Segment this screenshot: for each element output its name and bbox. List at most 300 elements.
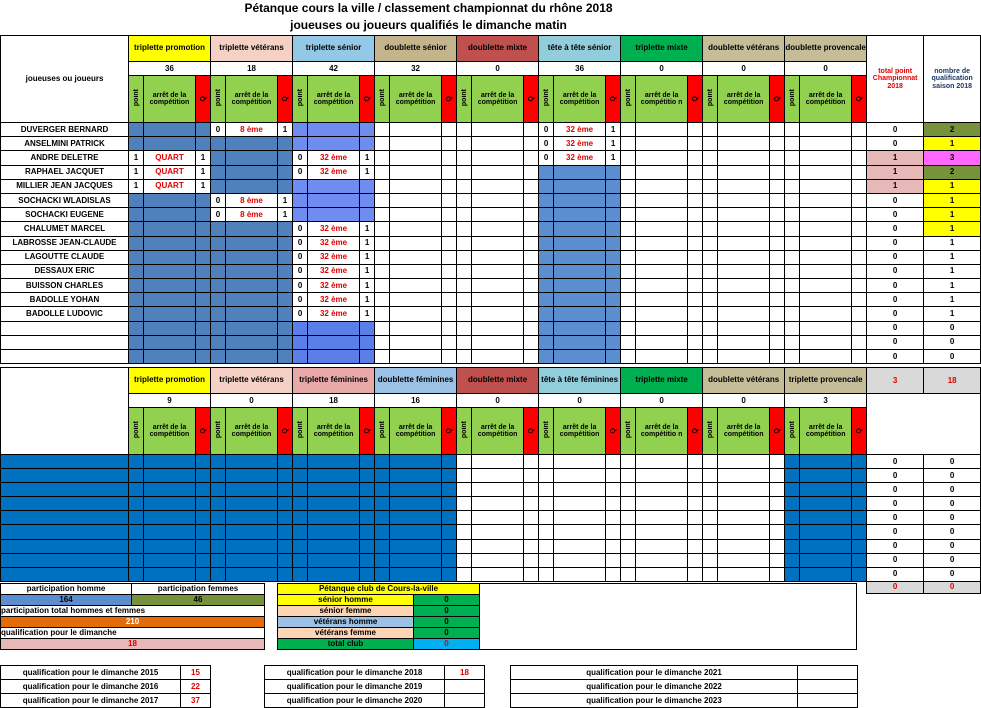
score-cell [852, 123, 867, 137]
score-cell [770, 236, 785, 250]
score-cell [211, 335, 226, 349]
player-name: LABROSSE JEAN-CLAUDE [1, 236, 129, 250]
score-cell [457, 123, 472, 137]
history-table-3 [510, 665, 858, 708]
score-cell [606, 455, 621, 469]
score-cell [375, 511, 390, 525]
score-cell [308, 511, 360, 525]
score-cell [360, 497, 375, 511]
score-cell [621, 307, 636, 321]
score-cell [606, 497, 621, 511]
score-cell [852, 350, 867, 364]
score-cell [852, 250, 867, 264]
score-cell [703, 321, 718, 335]
score-cell [211, 293, 226, 307]
score-cell [636, 151, 688, 165]
total-point: 0 [867, 455, 924, 469]
score-cell [129, 250, 144, 264]
score-cell [308, 350, 360, 364]
score-cell [688, 208, 703, 222]
total-point: 0 [867, 236, 924, 250]
category-header: tête à tête féminines [539, 368, 621, 394]
sub-arret: arrêt de la compétition [472, 408, 524, 455]
score-cell [703, 264, 718, 278]
sub-q-label: Q [773, 427, 781, 433]
score-cell [472, 483, 524, 497]
sub-q [688, 408, 703, 455]
score-cell [554, 553, 606, 567]
score-cell [703, 511, 718, 525]
score-cell [293, 469, 308, 483]
score-cell [852, 193, 867, 207]
score-cell [688, 455, 703, 469]
score-cell [360, 455, 375, 469]
sub-point [129, 408, 144, 455]
page-subtitle: joueuses ou joueurs qualifiés le dimanche matin [290, 18, 567, 32]
score-cell [226, 264, 278, 278]
category-count: 32 [375, 62, 457, 76]
sub-q [360, 408, 375, 455]
sub-point [211, 76, 226, 123]
score-cell [688, 165, 703, 179]
score-cell [196, 539, 211, 553]
score-cell [293, 511, 308, 525]
total-point: 0 [867, 264, 924, 278]
sub-arret: arrêt de la compétition [144, 76, 196, 123]
total-point: 0 [867, 567, 924, 581]
score-cell [800, 193, 852, 207]
score-cell [211, 525, 226, 539]
category-header: triplette promotion [129, 36, 211, 62]
sub-point-label: point [296, 89, 304, 107]
score-cell [703, 455, 718, 469]
score-cell [703, 193, 718, 207]
category-count: 0 [539, 394, 621, 408]
score-cell [293, 208, 308, 222]
score-cell [524, 123, 539, 137]
score-cell [554, 193, 606, 207]
score-cell [524, 483, 539, 497]
score-cell [129, 264, 144, 278]
score-cell [606, 264, 621, 278]
score-cell [196, 567, 211, 581]
score-cell [196, 123, 211, 137]
score-cell [770, 307, 785, 321]
score-cell [390, 455, 442, 469]
score-cell: 1 [360, 250, 375, 264]
score-cell [688, 525, 703, 539]
total-point: 0 [867, 208, 924, 222]
score-cell [770, 264, 785, 278]
score-cell [688, 193, 703, 207]
score-cell [621, 137, 636, 151]
score-cell [852, 335, 867, 349]
sub-q [278, 408, 293, 455]
score-cell [554, 264, 606, 278]
sub-q-label: Q [855, 427, 863, 433]
player-name: ANDRE DELETRE [1, 151, 129, 165]
sub-q-label: Q [691, 427, 699, 433]
category-count: 0 [457, 62, 539, 76]
category-header: triplette mixte [621, 368, 703, 394]
total-point: 1 [867, 151, 924, 165]
score-cell [472, 236, 524, 250]
score-cell [211, 321, 226, 335]
sub-point [375, 408, 390, 455]
score-cell [718, 250, 770, 264]
score-cell [554, 179, 606, 193]
club-row-label: total club [278, 639, 414, 650]
score-cell [293, 553, 308, 567]
score-cell [375, 350, 390, 364]
score-cell [524, 567, 539, 581]
score-cell: 32 ème [308, 165, 360, 179]
score-cell [226, 350, 278, 364]
score-cell: 32 ème [308, 293, 360, 307]
score-cell [718, 335, 770, 349]
score-cell [554, 455, 606, 469]
score-cell [390, 511, 442, 525]
score-cell: 32 ème [308, 307, 360, 321]
score-cell: 1 [360, 307, 375, 321]
history-label: qualification pour le dimanche 2021 [511, 666, 798, 680]
page-title: Pétanque cours la ville / classement championnat du rhône 2018 [244, 1, 613, 15]
score-cell [800, 469, 852, 483]
score-cell [703, 469, 718, 483]
score-cell [718, 511, 770, 525]
sub-q [360, 76, 375, 123]
score-cell [524, 335, 539, 349]
score-cell [472, 193, 524, 207]
score-cell [621, 222, 636, 236]
sub-arret: arrêt de la compétition [800, 76, 852, 123]
total-point: 0 [867, 511, 924, 525]
score-cell [472, 123, 524, 137]
score-cell [800, 236, 852, 250]
score-cell [129, 525, 144, 539]
participation-femme-label: participation femmes [132, 584, 265, 595]
score-cell [621, 279, 636, 293]
score-cell: 32 ème [308, 151, 360, 165]
score-cell [688, 222, 703, 236]
score-cell [375, 264, 390, 278]
score-cell [524, 165, 539, 179]
score-cell [621, 350, 636, 364]
score-cell [472, 567, 524, 581]
score-cell [226, 497, 278, 511]
score-cell: 1 [196, 151, 211, 165]
score-cell [718, 567, 770, 581]
nombre-qualification: 1 [924, 236, 981, 250]
score-cell: 0 [293, 279, 308, 293]
score-cell [621, 335, 636, 349]
score-cell [688, 539, 703, 553]
score-cell [800, 307, 852, 321]
score-cell [800, 567, 852, 581]
sub-q-label: Q [773, 95, 781, 101]
score-cell [226, 307, 278, 321]
score-cell [360, 193, 375, 207]
score-cell [226, 511, 278, 525]
score-cell [621, 321, 636, 335]
sub-point [539, 76, 554, 123]
category-count: 0 [703, 62, 785, 76]
sub-point-label: point [132, 421, 140, 439]
score-cell [718, 236, 770, 250]
score-cell [442, 137, 457, 151]
score-cell [606, 236, 621, 250]
sub-arret: arrêt de la compétitio n [636, 408, 688, 455]
score-cell [129, 307, 144, 321]
score-cell: 32 ème [308, 264, 360, 278]
score-cell [278, 279, 293, 293]
score-cell [524, 350, 539, 364]
sub-arret: arrêt de la compétition [390, 408, 442, 455]
score-cell: 8 ème [226, 123, 278, 137]
score-cell [457, 525, 472, 539]
score-cell [211, 539, 226, 553]
club-row-label: vétérans homme [278, 617, 414, 628]
sub-arret: arrêt de la compétition [308, 76, 360, 123]
sub-arret: arrêt de la compétition [472, 76, 524, 123]
score-cell [457, 151, 472, 165]
score-cell [606, 179, 621, 193]
player-name: SOCHACKI EUGENE [1, 208, 129, 222]
sub-point-label: point [460, 89, 468, 107]
score-cell [524, 497, 539, 511]
score-cell [144, 264, 196, 278]
score-cell [472, 264, 524, 278]
score-cell [129, 236, 144, 250]
score-cell [293, 137, 308, 151]
score-cell [770, 483, 785, 497]
score-cell: 32 ème [308, 222, 360, 236]
player-name: BADOLLE LUDOVIC [1, 307, 129, 321]
participation-femme-value: 46 [132, 595, 265, 606]
score-cell [144, 483, 196, 497]
sub-q [524, 76, 539, 123]
score-cell [554, 525, 606, 539]
score-cell [442, 151, 457, 165]
score-cell [539, 307, 554, 321]
sub-point [211, 408, 226, 455]
score-cell [718, 193, 770, 207]
nombre-qualification: 0 [924, 321, 981, 335]
score-cell: 0 [293, 264, 308, 278]
sub-point [293, 408, 308, 455]
score-cell [539, 483, 554, 497]
score-cell [718, 307, 770, 321]
score-cell [554, 350, 606, 364]
category-count: 42 [293, 62, 375, 76]
score-cell [226, 279, 278, 293]
score-cell [457, 236, 472, 250]
sub-arret: arrêt de la compétition [554, 408, 606, 455]
sub-point [785, 76, 800, 123]
score-cell [524, 250, 539, 264]
score-cell [621, 483, 636, 497]
score-cell [606, 483, 621, 497]
player-name-empty [1, 511, 129, 525]
score-cell [144, 137, 196, 151]
sub-arret: arrêt de la compétition [554, 76, 606, 123]
score-cell: 1 [360, 279, 375, 293]
score-cell [144, 321, 196, 335]
sub-q-label: Q [281, 95, 289, 101]
category-header: doublette mixte [457, 36, 539, 62]
score-cell [785, 335, 800, 349]
score-cell [524, 293, 539, 307]
score-cell [472, 208, 524, 222]
score-cell [524, 469, 539, 483]
score-cell [278, 483, 293, 497]
score-cell [688, 250, 703, 264]
score-cell [211, 264, 226, 278]
nombre-qualification: 1 [924, 307, 981, 321]
sub-point-label: point [788, 421, 796, 439]
score-cell [524, 264, 539, 278]
sub-q-label: Q [527, 95, 535, 101]
score-cell [211, 222, 226, 236]
score-cell [278, 137, 293, 151]
score-cell [852, 483, 867, 497]
qualification-value: 18 [1, 639, 265, 650]
score-cell [621, 511, 636, 525]
player-name: SOCHACKI WLADISLAS [1, 193, 129, 207]
score-cell [129, 539, 144, 553]
score-cell [457, 469, 472, 483]
score-cell: 1 [360, 264, 375, 278]
score-cell [472, 165, 524, 179]
score-cell [457, 222, 472, 236]
history-value [798, 680, 858, 694]
score-cell [293, 321, 308, 335]
score-cell [800, 208, 852, 222]
sub-point [457, 408, 472, 455]
score-cell [703, 279, 718, 293]
sub-point [457, 76, 472, 123]
score-cell [524, 208, 539, 222]
score-cell: 1 [278, 193, 293, 207]
score-cell [688, 350, 703, 364]
score-cell [852, 293, 867, 307]
score-cell: 1 [129, 165, 144, 179]
score-cell [375, 307, 390, 321]
score-cell [770, 335, 785, 349]
score-cell [554, 321, 606, 335]
score-cell [278, 539, 293, 553]
score-cell [606, 567, 621, 581]
score-cell [785, 264, 800, 278]
score-cell [688, 279, 703, 293]
score-cell [293, 455, 308, 469]
score-cell [539, 264, 554, 278]
category-header: triplette vétérans [211, 36, 293, 62]
score-cell [211, 483, 226, 497]
score-cell [144, 236, 196, 250]
sub-point-label: point [624, 89, 632, 107]
club-row-label: sénior homme [278, 595, 414, 606]
score-cell [390, 539, 442, 553]
score-cell [539, 511, 554, 525]
score-cell [442, 250, 457, 264]
score-cell [226, 567, 278, 581]
score-cell [308, 455, 360, 469]
score-cell [472, 553, 524, 567]
score-cell [442, 350, 457, 364]
player-name [1, 335, 129, 349]
score-cell [196, 469, 211, 483]
score-cell [457, 208, 472, 222]
score-cell [196, 279, 211, 293]
score-cell [800, 455, 852, 469]
score-cell [539, 539, 554, 553]
score-cell [852, 222, 867, 236]
score-cell [636, 193, 688, 207]
score-cell [375, 236, 390, 250]
score-cell [129, 497, 144, 511]
score-cell [539, 179, 554, 193]
score-cell [278, 307, 293, 321]
score-cell [442, 179, 457, 193]
score-cell [800, 279, 852, 293]
score-cell [554, 165, 606, 179]
score-cell [278, 321, 293, 335]
sub-q [524, 408, 539, 455]
score-cell [293, 539, 308, 553]
score-cell [211, 350, 226, 364]
score-cell [129, 293, 144, 307]
score-cell [785, 455, 800, 469]
score-cell: 0 [293, 293, 308, 307]
score-cell [226, 137, 278, 151]
player-name-empty [1, 469, 129, 483]
score-cell [442, 264, 457, 278]
sub-point [703, 76, 718, 123]
score-cell [360, 511, 375, 525]
total-point: 0 [867, 279, 924, 293]
score-cell [293, 179, 308, 193]
category-count: 0 [457, 394, 539, 408]
nombre-qualification: 0 [924, 469, 981, 483]
score-cell [554, 208, 606, 222]
score-cell [606, 293, 621, 307]
nombre-top: 18 [924, 368, 981, 394]
score-cell [226, 293, 278, 307]
score-cell [144, 455, 196, 469]
sub-arret: arrêt de la compétition [226, 76, 278, 123]
score-cell [308, 469, 360, 483]
score-cell [718, 264, 770, 278]
score-cell [524, 553, 539, 567]
score-cell [442, 123, 457, 137]
score-cell: 1 [606, 151, 621, 165]
total-point: 0 [867, 321, 924, 335]
score-cell [718, 151, 770, 165]
score-cell [457, 179, 472, 193]
score-cell [144, 193, 196, 207]
sub-q-label: Q [855, 95, 863, 101]
history-value [798, 666, 858, 680]
sub-q-label: Q [445, 427, 453, 433]
score-cell [539, 222, 554, 236]
club-title: Pétanque club de Cours-la-ville [278, 584, 480, 595]
history-table-1 [0, 665, 211, 708]
score-cell [770, 179, 785, 193]
history-value [445, 694, 485, 708]
sub-q [606, 76, 621, 123]
nombre-qualification: 1 [924, 137, 981, 151]
